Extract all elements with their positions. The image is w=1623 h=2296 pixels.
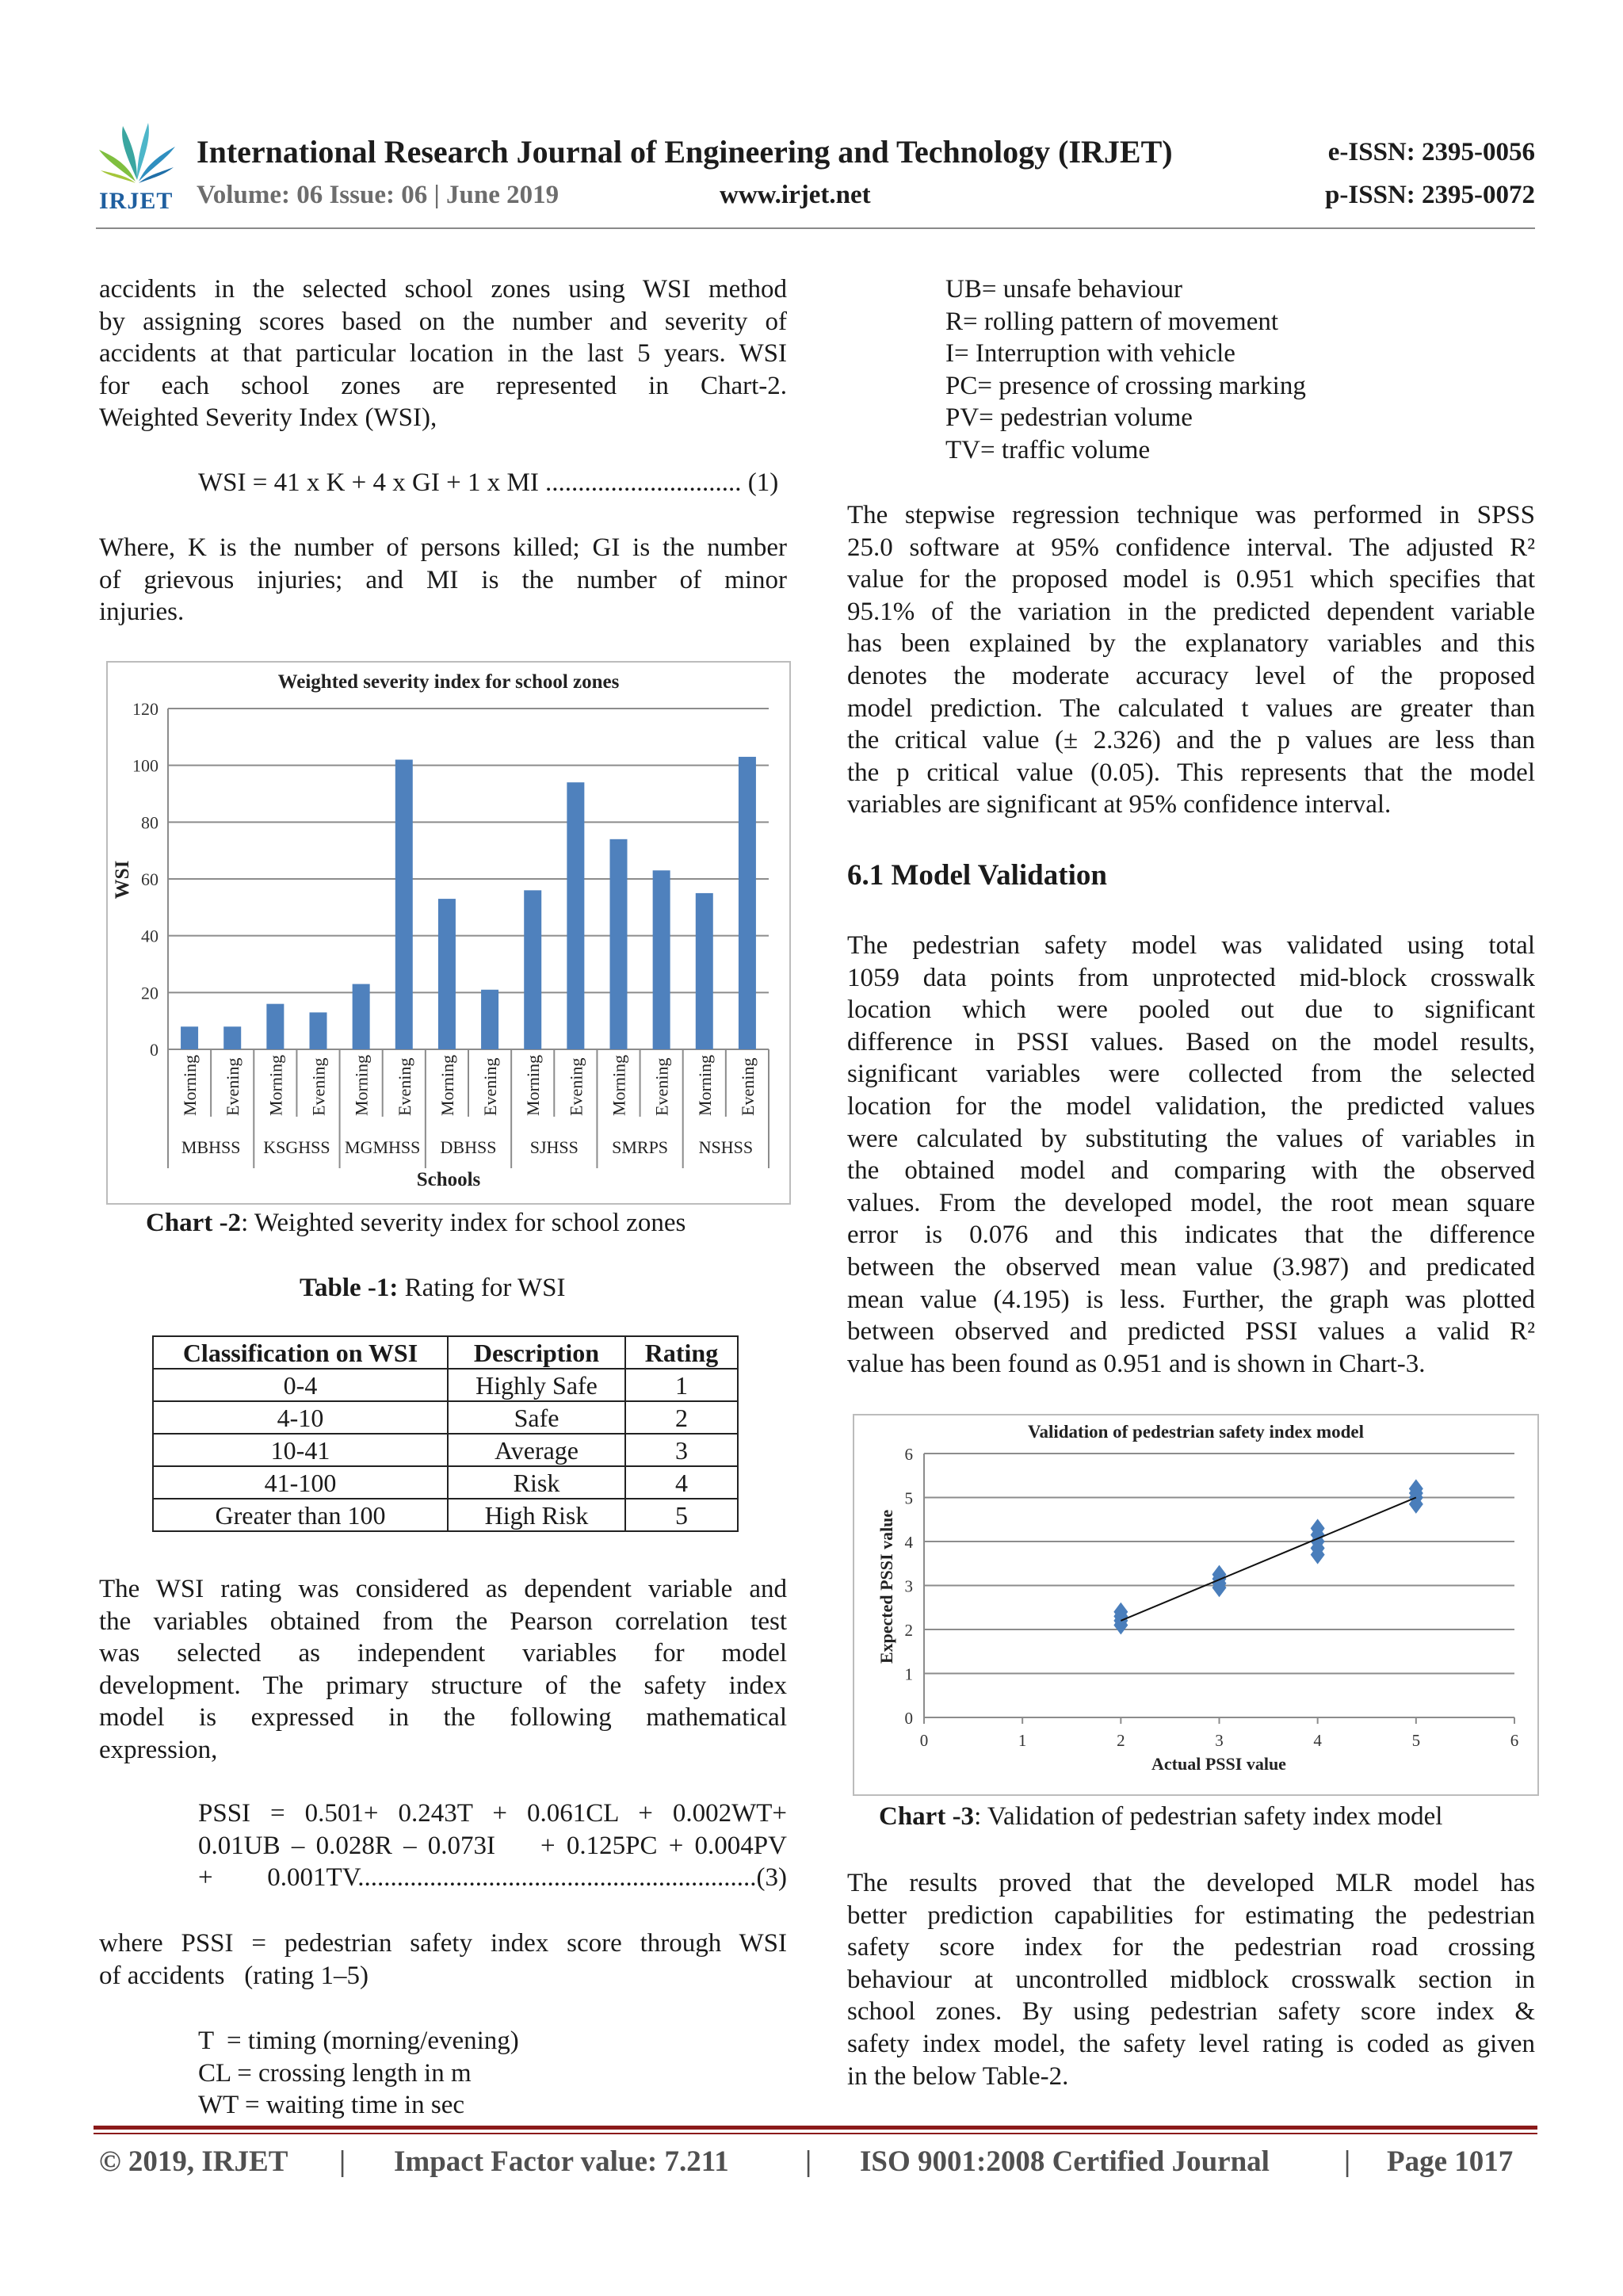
chart-wsi (106, 661, 791, 1205)
cell-rating: 5 (625, 1499, 738, 1531)
table-row (153, 1466, 738, 1499)
x-group-label: DBHSS (440, 1137, 497, 1157)
logo-text: IRJET (99, 188, 174, 214)
text-line: R= rolling pattern of movement (945, 307, 1279, 336)
bar (481, 990, 498, 1049)
chart-3-caption-label: Chart -3 (879, 1802, 975, 1831)
x-axis-title: Actual PSSI value (1151, 1754, 1286, 1774)
col-header-description: Description (448, 1336, 625, 1369)
cell-description: High Risk (448, 1499, 625, 1531)
footer-copyright: © 2019, IRJET (99, 2145, 288, 2178)
text-line: safety score index for the pedestrian road crossing (847, 1933, 1535, 1962)
y-tick-label: 40 (141, 926, 158, 946)
y-tick-label: 80 (141, 812, 158, 833)
left-para-1 (99, 273, 787, 434)
right-para-2 (847, 930, 1535, 1380)
text-line: PSSI = 0.501+ 0.243T + 0.061CL + 0.002WT+ (198, 1799, 787, 1828)
left-para-3 (99, 1573, 787, 1767)
text-line: the variables obtained from the Pearson correlation test (99, 1606, 787, 1636)
left-para-4 (99, 1927, 787, 1992)
text-line: 0.01UB – 0.028R – 0.073I + 0.125PC + 0.004PV (198, 1831, 787, 1860)
section-heading-model-validation: 6.1 Model Validation (847, 859, 1107, 892)
chart-wsi-svg (108, 663, 789, 1203)
x-tick-label: 6 (1510, 1731, 1519, 1750)
x-subcategory-label: Morning (437, 1055, 457, 1116)
footer-separator: | (805, 2145, 812, 2178)
bar (524, 890, 541, 1049)
journal-website-link[interactable]: www.irjet.net (720, 181, 871, 209)
x-subcategory-label: Evening (308, 1057, 329, 1116)
cell-rating: 4 (625, 1466, 738, 1499)
chart-2-caption (146, 1209, 685, 1238)
footer-page-number: Page 1017 (1387, 2145, 1514, 2178)
x-group-label: KSGHSS (263, 1137, 330, 1157)
y-tick-label: 2 (904, 1621, 913, 1640)
cell-description: Safe (448, 1401, 625, 1434)
text-line: between the observed mean value (3.987) and predicated (847, 1252, 1535, 1282)
chart-title: Validation of pedestrian safety index model (1027, 1422, 1365, 1442)
x-group-label: SMRPS (612, 1137, 669, 1157)
y-tick-label: 1 (904, 1664, 913, 1684)
cell-classification: 41-100 (153, 1466, 448, 1499)
text-line: variables are significant at 95% confidence interval. (847, 790, 1392, 819)
x-subcategory-label: Morning (180, 1055, 200, 1116)
x-tick-label: 1 (1018, 1731, 1027, 1750)
x-subcategory-label: Evening (566, 1057, 586, 1116)
footer-impact-factor: Impact Factor value: 7.211 (394, 2145, 729, 2178)
x-subcategory-label: Morning (351, 1055, 372, 1116)
bar (739, 757, 756, 1049)
bar (567, 782, 584, 1049)
x-group-label: MGMHSS (345, 1137, 421, 1157)
x-tick-label: 5 (1411, 1731, 1421, 1750)
wsi-rating-table (152, 1335, 739, 1532)
e-issn: e-ISSN: 2395-0056 (1327, 138, 1535, 166)
y-tick-label: 4 (904, 1533, 913, 1552)
text-line: location which were pooled out due to significant (847, 995, 1535, 1025)
text-line: error is 0.076 and this indicates that the difference (847, 1221, 1535, 1250)
y-tick-label: 5 (904, 1488, 913, 1508)
text-line: model is expressed in the following mathematical (99, 1703, 787, 1733)
text-line: the p critical value (0.05). This represents that the model (847, 758, 1535, 787)
text-line: accidents in the selected school zones using WSI method (99, 275, 787, 304)
bar (181, 1026, 198, 1049)
table-1-caption-label: Table -1: (300, 1274, 399, 1302)
x-subcategory-label: Evening (737, 1057, 758, 1116)
text-line: accidents at that particular location in the last 5 years. WSI (99, 339, 787, 369)
text-line: for each school zones are represented in Chart-2. (99, 371, 787, 400)
text-line: PC= presence of crossing marking (945, 371, 1306, 400)
text-line: The WSI rating was considered as dependent variable and (99, 1575, 787, 1603)
cell-rating: 3 (625, 1434, 738, 1466)
cell-rating: 1 (625, 1369, 738, 1401)
text-line: expression, (99, 1735, 218, 1764)
x-tick-label: 4 (1313, 1731, 1322, 1750)
text-line: location for the model validation, the predicted values (847, 1091, 1535, 1121)
variable-definitions-left (198, 2025, 753, 2122)
cell-description: Average (448, 1434, 625, 1466)
bar (653, 870, 670, 1049)
col-header-rating: Rating (625, 1336, 738, 1369)
table-row (153, 1434, 738, 1466)
trendline (1121, 1498, 1415, 1621)
footer-iso: ISO 9001:2008 Certified Journal (860, 2145, 1270, 2178)
footer-separator: | (1344, 2145, 1351, 2178)
cell-description: Risk (448, 1466, 625, 1499)
x-subcategory-label: Morning (694, 1055, 715, 1116)
text-line: 25.0 software at 95% confidence interval. The adjusted R² (847, 533, 1535, 562)
text-line: in the below Table-2. (847, 2061, 1069, 2091)
y-tick-label: 120 (132, 699, 158, 719)
header-divider (96, 227, 1535, 229)
table-row (153, 1369, 738, 1401)
bar (266, 1004, 284, 1049)
text-line: of grievous injuries; and MI is the number of minor (99, 565, 787, 594)
text-line: the critical value (± 2.326) and the p values are less than (847, 726, 1535, 755)
text-line: development. The primary structure of the safety index (99, 1671, 787, 1700)
text-line: denotes the moderate accuracy level of the proposed (847, 661, 1535, 690)
chart-title: Weighted severity index for school zones (277, 671, 620, 693)
text-line: The results proved that the developed MLR model has (847, 1869, 1535, 1897)
x-group-label: NSHSS (698, 1137, 754, 1157)
text-line: were calculated by substituting the values of variables in (847, 1124, 1535, 1153)
equation-1: WSI = 41 x K + 4 x GI + 1 x MI .............................. (1) (198, 468, 779, 497)
text-line: difference in PSSI values. Based on the model results, (847, 1027, 1535, 1056)
y-tick-label: 0 (150, 1040, 158, 1060)
chart-validation (853, 1414, 1539, 1796)
text-line: value for the proposed model is 0.951 which specifies that (847, 565, 1535, 594)
text-line: has been explained by the explanatory variables and this (847, 629, 1535, 659)
table-header-row (153, 1336, 738, 1369)
x-subcategory-label: Morning (265, 1055, 286, 1116)
x-axis-title: Schools (416, 1169, 481, 1190)
text-line: 1059 data points from unprotected mid-block crosswalk (847, 963, 1535, 992)
y-tick-label: 0 (904, 1709, 913, 1728)
text-line: where PSSI = pedestrian safety index score through WSI (99, 1929, 787, 1958)
text-line: between observed and predicted PSSI values a valid R² (847, 1317, 1535, 1347)
text-line: by assigning scores based on the number and severity of (99, 307, 787, 336)
text-line: Weighted Severity Index (WSI), (99, 403, 437, 433)
right-para-1 (847, 499, 1535, 821)
text-line: TV= traffic volume (945, 435, 1151, 464)
text-line: T = timing (morning/evening) (198, 2027, 519, 2055)
text-line: I= Interruption with vehicle (945, 339, 1235, 369)
bar (395, 760, 413, 1050)
footer-separator: | (339, 2145, 346, 2178)
text-line: UB= unsafe behaviour (945, 275, 1183, 304)
text-line: PV= pedestrian volume (945, 403, 1193, 433)
text-line: Where, K is the number of persons killed; GI is the number (99, 533, 787, 562)
y-tick-label: 60 (141, 869, 158, 889)
bar (696, 893, 713, 1049)
x-group-label: MBHSS (181, 1137, 241, 1157)
y-tick-label: 20 (141, 983, 158, 1003)
cell-classification: 0-4 (153, 1369, 448, 1401)
table-row (153, 1401, 738, 1434)
left-para-2 (99, 532, 787, 628)
y-axis-title: Expected PSSI value (876, 1509, 896, 1664)
cell-classification: 10-41 (153, 1434, 448, 1466)
y-tick-label: 3 (904, 1576, 913, 1596)
text-line: The stepwise regression technique was performed in SPSS (847, 501, 1535, 529)
chart-2-caption-label: Chart -2 (146, 1209, 242, 1237)
text-line: WT = waiting time in sec (198, 2091, 465, 2120)
y-tick-label: 6 (904, 1445, 913, 1464)
x-subcategory-label: Evening (651, 1057, 672, 1116)
footer-divider-thin (94, 2133, 1537, 2134)
y-tick-label: 100 (132, 755, 158, 776)
text-line: school zones. By using pedestrian safety score index & (847, 1997, 1535, 2027)
bar (438, 899, 456, 1049)
x-subcategory-label: Morning (609, 1055, 629, 1116)
right-para-3 (847, 1867, 1535, 2092)
text-line: value has been found as 0.951 and is shown in Chart-3. (847, 1349, 1426, 1378)
bar (223, 1026, 241, 1049)
text-line: the obtained model and comparing with the observed (847, 1156, 1535, 1186)
x-tick-label: 3 (1215, 1731, 1224, 1750)
variable-definitions-right (945, 273, 1500, 467)
text-line: 95.1% of the variation in the predicted dependent variable (847, 597, 1535, 626)
p-issn: p-ISSN: 2395-0072 (1325, 181, 1535, 209)
cell-rating: 2 (625, 1401, 738, 1434)
text-line: model prediction. The calculated t values are greater than (847, 693, 1535, 723)
journal-logo (96, 118, 178, 215)
chart-2-caption-text: : Weighted severity index for school zones (241, 1209, 686, 1237)
text-line: injuries. (99, 598, 185, 627)
volume-issue: Volume: 06 Issue: 06 | June 2019 (197, 181, 559, 209)
text-line: + 0.001TV.............................................................(3) (198, 1863, 787, 1893)
cell-classification: 4-10 (153, 1401, 448, 1434)
x-subcategory-label: Evening (480, 1057, 501, 1116)
equation-3 (198, 1797, 787, 1894)
cell-classification: Greater than 100 (153, 1499, 448, 1531)
text-line: of accidents (rating 1–5) (99, 1961, 369, 1990)
text-line: CL = crossing length in m (198, 2058, 472, 2088)
col-header-classification: Classification on WSI (153, 1336, 448, 1369)
cell-description: Highly Safe (448, 1369, 625, 1401)
text-line: was selected as independent variables for model (99, 1639, 787, 1668)
text-line: better prediction capabilities for estimating the pedestrian (847, 1901, 1535, 1930)
footer-divider (94, 2126, 1537, 2130)
chart-validation-svg (854, 1415, 1537, 1794)
x-group-label: SJHSS (529, 1137, 579, 1157)
chart-3-caption-text: : Validation of pedestrian safety index model (974, 1802, 1443, 1831)
bar (610, 839, 628, 1049)
y-axis-title: WSI (112, 860, 133, 900)
x-subcategory-label: Evening (394, 1057, 414, 1116)
x-subcategory-label: Evening (223, 1057, 243, 1116)
text-line: mean value (4.195) is less. Further, the graph was plotted (847, 1285, 1535, 1314)
bar (310, 1012, 327, 1049)
x-tick-label: 0 (919, 1731, 929, 1750)
table-1-caption-text: Rating for WSI (398, 1274, 566, 1302)
text-line: The pedestrian safety model was validated using total (847, 931, 1535, 960)
journal-title: International Research Journal of Engineering and Technology (IRJET) (197, 134, 1173, 170)
table-1-caption (300, 1274, 566, 1303)
text-line: significant variables were collected from the selected (847, 1060, 1535, 1089)
table-row (153, 1499, 738, 1531)
bar (353, 984, 370, 1049)
x-tick-label: 2 (1117, 1731, 1125, 1750)
x-subcategory-label: Morning (523, 1055, 544, 1116)
text-line: behaviour at uncontrolled midblock crosswalk section in (847, 1965, 1535, 1994)
text-line: values. From the developed model, the root mean square (847, 1188, 1535, 1217)
text-line: safety index model, the safety level rating is coded as given (847, 2029, 1535, 2058)
chart-3-caption (879, 1802, 1442, 1832)
